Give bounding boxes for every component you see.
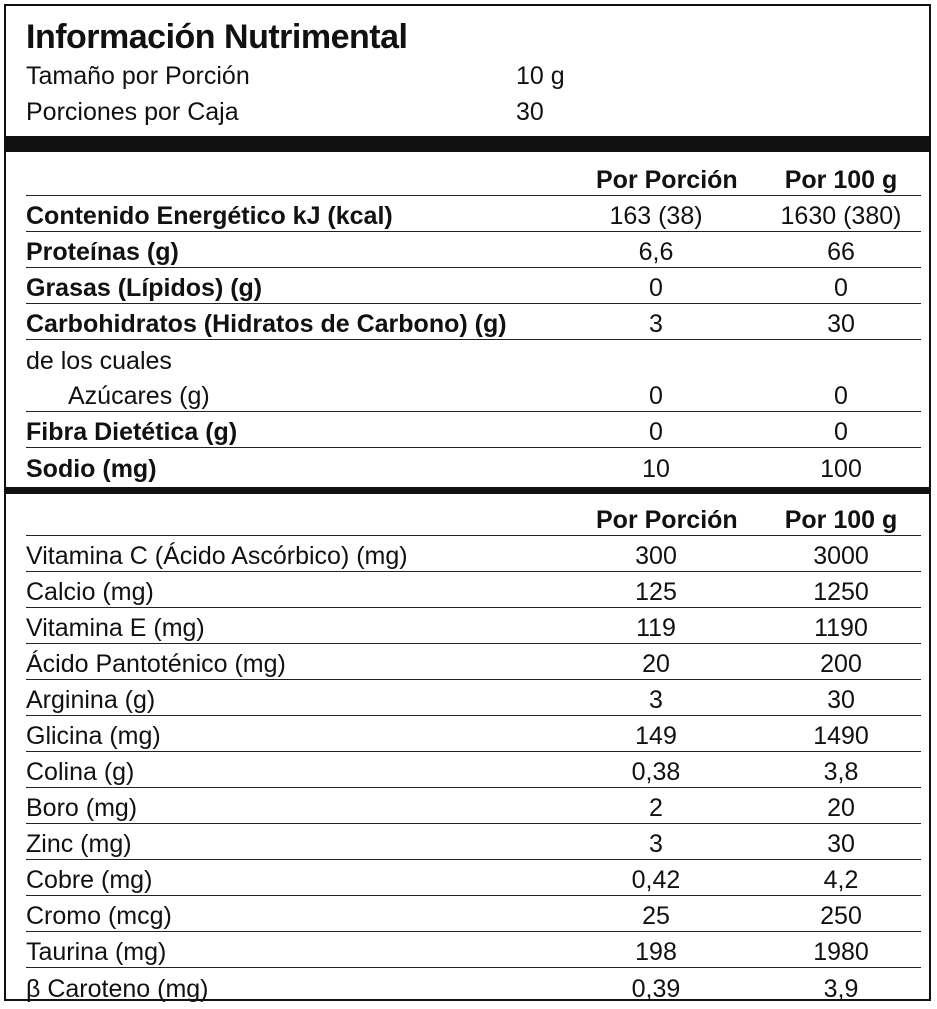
per-serving-value: 198 <box>635 938 677 966</box>
per-serving-value: 3 <box>649 310 663 338</box>
table-row <box>26 752 921 788</box>
column-header-per-100g: Por 100 g <box>784 166 898 194</box>
table-row <box>26 788 921 824</box>
nutrient-name: Contenido Energético kJ (kcal) <box>26 202 393 230</box>
nutrition-label <box>4 4 931 1001</box>
nutrient-name: β Caroteno (mg) <box>26 975 209 1003</box>
per-100g-value: 0 <box>834 418 848 446</box>
table-row <box>26 196 921 232</box>
per-100g-value: 66 <box>827 238 855 266</box>
per-100g-value: 1980 <box>813 938 869 966</box>
nutrient-name: Sodio (mg) <box>26 455 157 483</box>
macros-header-row <box>26 152 921 196</box>
per-serving-value: 25 <box>642 902 670 930</box>
per-100g-value: 100 <box>820 455 862 483</box>
serving-size-label: Tamaño por Porción <box>26 62 250 90</box>
per-serving-value: 149 <box>635 722 677 750</box>
per-100g-value: 30 <box>827 310 855 338</box>
per-100g-value: 1250 <box>813 578 869 606</box>
column-header-per-serving: Por Porción <box>596 166 738 194</box>
table-row <box>26 824 921 860</box>
per-100g-value: 3,8 <box>823 758 859 786</box>
nutrient-name: Ácido Pantoténico (mg) <box>26 650 286 678</box>
per-100g-value: 30 <box>827 686 855 714</box>
label-title: Información Nutrimental <box>26 18 408 56</box>
nutrient-name: Carbohidratos (Hidratos de Carbono) (g) <box>26 310 507 338</box>
table-row <box>26 644 921 680</box>
per-100g-value: 30 <box>827 830 855 858</box>
nutrient-name: Cobre (mg) <box>26 866 153 894</box>
table-row <box>26 608 921 644</box>
per-100g-value: 4,2 <box>823 866 859 894</box>
per-serving-value: 125 <box>635 578 677 606</box>
per-serving-value: 20 <box>642 650 670 678</box>
table-row <box>26 536 921 572</box>
per-serving-value: 0,38 <box>631 758 681 786</box>
table-row <box>26 932 921 968</box>
per-serving-value: 6,6 <box>638 238 674 266</box>
per-100g-value: 3000 <box>813 542 869 570</box>
per-100g-value: 1630 (380) <box>780 202 902 230</box>
nutrient-name: Arginina (g) <box>26 686 156 714</box>
per-serving-value: 0 <box>649 382 663 410</box>
table-row <box>26 304 921 340</box>
nutrient-name: Boro (mg) <box>26 794 138 822</box>
per-100g-value: 3,9 <box>823 975 859 1003</box>
table-row <box>26 448 921 484</box>
per-serving-value: 3 <box>649 686 663 714</box>
per-serving-value: 119 <box>636 614 676 642</box>
per-serving-value: 3 <box>649 830 663 858</box>
micros-header-row <box>26 494 921 536</box>
nutrient-name: Vitamina E (mg) <box>26 614 205 642</box>
per-100g-value: 20 <box>827 794 855 822</box>
per-serving-value: 0 <box>649 418 663 446</box>
per-serving-value: 300 <box>635 542 677 570</box>
nutrient-name: Zinc (mg) <box>26 830 132 858</box>
nutrient-name: Glicina (mg) <box>26 722 161 750</box>
table-row <box>26 376 921 412</box>
column-header-per-100g: Por 100 g <box>784 506 898 534</box>
servings-per-box-value: 30 <box>516 98 544 126</box>
column-header-per-serving: Por Porción <box>596 506 738 534</box>
per-serving-value: 0,39 <box>631 975 681 1003</box>
per-serving-value: 10 <box>642 455 670 483</box>
thick-divider <box>6 487 929 494</box>
table-row <box>26 680 921 716</box>
table-row <box>26 896 921 932</box>
table-row <box>26 340 921 376</box>
nutrient-name: Fibra Dietética (g) <box>26 418 238 446</box>
table-row <box>26 716 921 752</box>
nutrient-name: Cromo (mcg) <box>26 902 172 930</box>
nutrient-name: Proteínas (g) <box>26 238 179 266</box>
nutrient-name: de los cuales <box>26 347 172 375</box>
per-100g-value: 0 <box>834 382 848 410</box>
table-row <box>26 860 921 896</box>
nutrient-name: Colina (g) <box>26 758 135 786</box>
per-100g-value: 200 <box>820 650 862 678</box>
table-row <box>26 572 921 608</box>
nutrient-name: Vitamina C (Ácido Ascórbico) (mg) <box>26 542 408 570</box>
servings-per-box-label: Porciones por Caja <box>26 98 239 126</box>
table-row <box>26 232 921 268</box>
thick-divider <box>6 136 929 152</box>
per-serving-value: 2 <box>649 794 663 822</box>
per-serving-value: 0 <box>649 274 663 302</box>
per-100g-value: 1490 <box>813 722 869 750</box>
table-row <box>26 268 921 304</box>
per-serving-value: 0,42 <box>631 866 681 894</box>
serving-size-value: 10 g <box>516 62 565 90</box>
per-100g-value: 250 <box>820 902 862 930</box>
table-row <box>26 968 921 1004</box>
per-100g-value: 1190 <box>814 614 868 642</box>
per-serving-value: 163 (38) <box>609 202 703 230</box>
table-row <box>26 412 921 448</box>
nutrient-name: Azúcares (g) <box>68 382 210 410</box>
nutrient-name: Calcio (mg) <box>26 578 154 606</box>
per-100g-value: 0 <box>834 274 848 302</box>
nutrient-name: Taurina (mg) <box>26 938 167 966</box>
nutrient-name: Grasas (Lípidos) (g) <box>26 274 263 302</box>
